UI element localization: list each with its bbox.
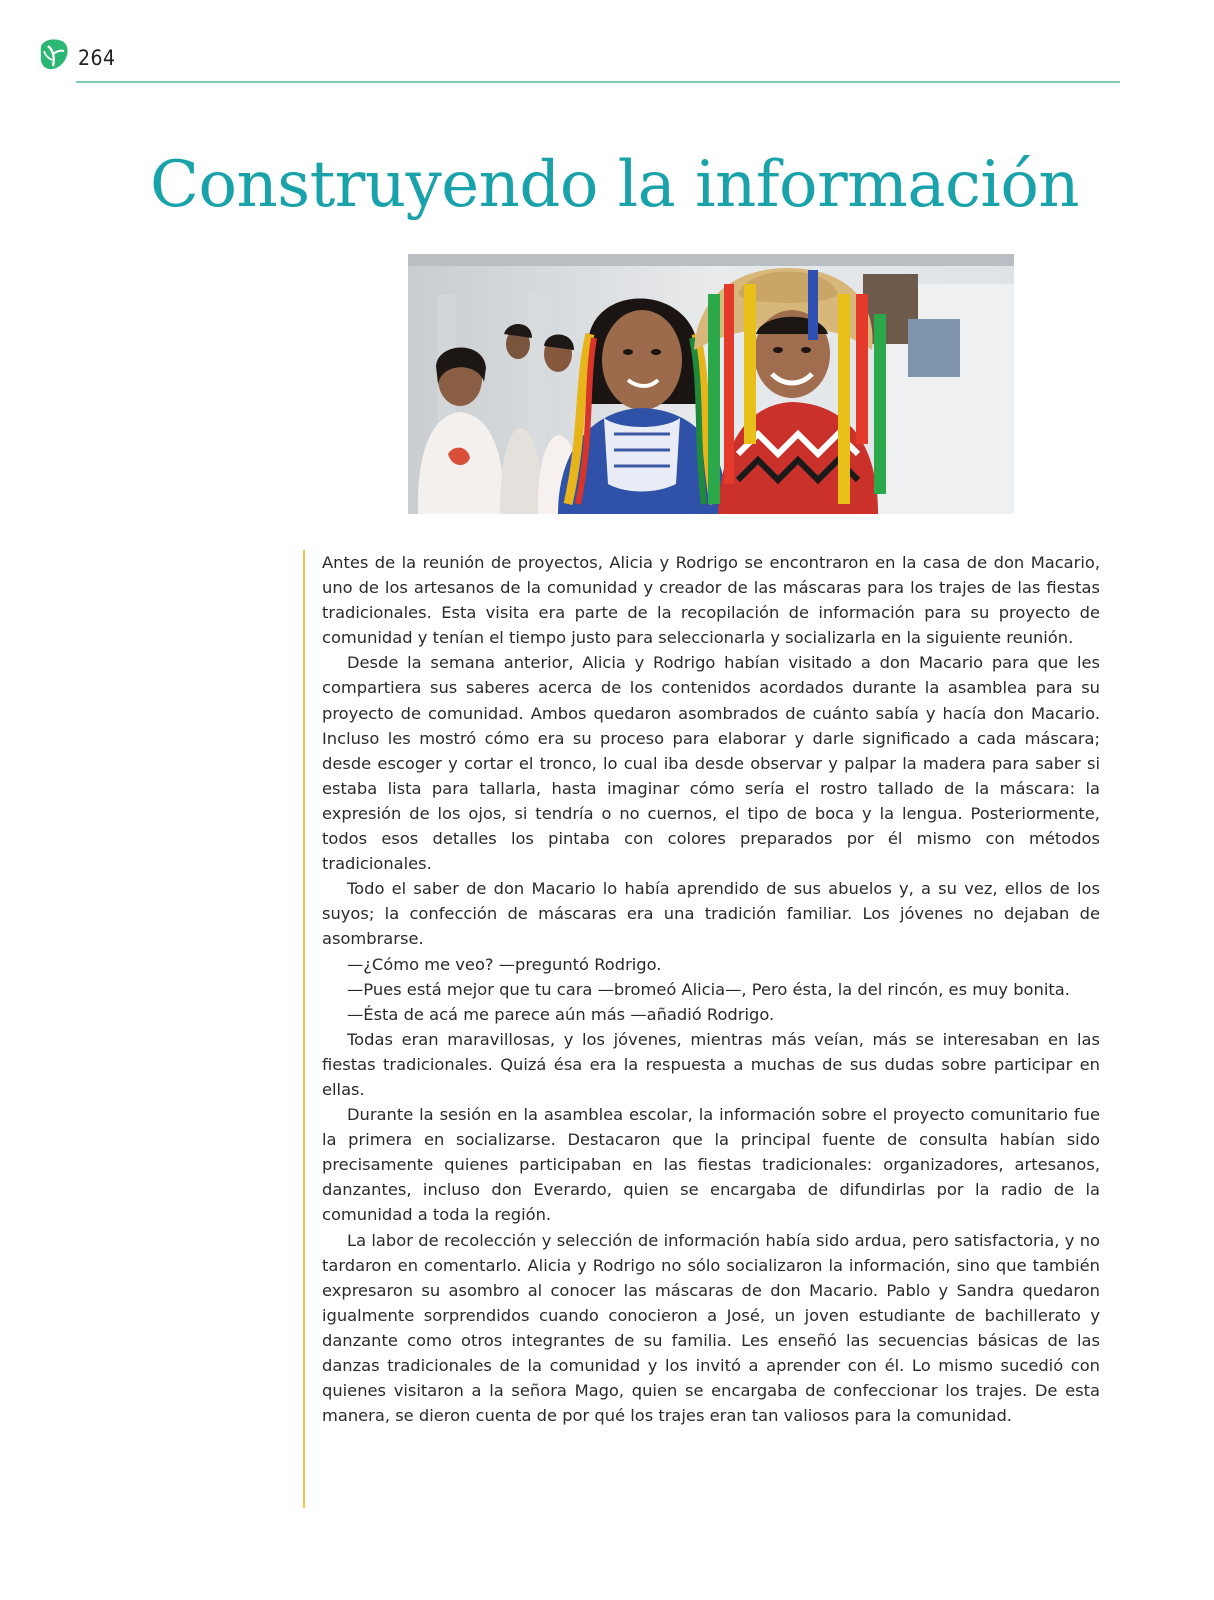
page-title: Construyendo la información (150, 148, 1080, 222)
text-accent-rule (303, 550, 305, 1508)
paragraph: Desde la semana anterior, Alicia y Rodrigo habían visitado a don Macario para que les compartiera sus saberes acerca de los contenidos acordados durante la asamblea para su proyecto de comunidad. Ambos quedaron asombrados de cuánto sabía y hacía don Macario. Incluso les mostró cómo era su proceso para elaborar y darle significado a cada máscara; desde escoger y cortar el tronco, lo cual iba desde observar y palpar la madera para saber si estaba lista para tallarla, hasta imaginar cómo sería el rostro tallado de la máscara: la expresión de los ojos, si tendría o no cuernos, el tipo de boca y la lengua. Posteriormente, todos esos detalles los pintaba con colores preparados por él mismo con métodos tradicionales. (322, 653, 1100, 874)
page-number: 264 (78, 46, 116, 70)
header-rule (76, 81, 1120, 83)
paragraph: Antes de la reunión de proyectos, Alicia y Rodrigo se encontraron en la casa de don Macario, uno de los artesanos de la comunidad y creador de las máscaras para los trajes de las fiestas tradicionales. Esta visita era parte de la recopilación de información para su proyecto de comunidad y tenían el tiempo justo para seleccionarla y socializarla en la siguiente reunión. (322, 553, 1100, 648)
paragraph: —Ésta de acá me parece aún más —añadió Rodrigo. (347, 1004, 775, 1024)
paragraph: La labor de recolección y selección de información había sido ardua, pero satisfactoria, y no tardaron en comentarlo. Alicia y Rodrigo no sólo socializaron la información, sino que también expresaron su asombro al conocer las máscaras de don Macario. Pablo y Sandra quedaron igualmente sorprendidos cuando conocieron a José, un joven estudiante de bachillerato y danzante como otros integrantes de su familia. Les enseñó las secuencias básicas de las danzas tradicionales de la comunidad y los invitó a aprender con él. Lo mismo sucedió con quienes visitaron a la señora Mago, quien se encargaba de confeccionar los trajes. De esta manera, se dieron cuenta de por qué los trajes eran tan valiosos para la comunidad. (322, 1230, 1100, 1426)
page-header (34, 38, 1084, 86)
leaf-icon (38, 38, 70, 72)
paragraph: —Pues está mejor que tu cara —bromeó Alicia—, Pero ésta, la del rincón, es muy bonita. (347, 979, 1070, 999)
paragraph: Todo el saber de don Macario lo había aprendido de sus abuelos y, a su vez, ellos de los suyos; la confección de máscaras era una tradición familiar. Los jóvenes no dejaban de asombrarse. (322, 879, 1100, 949)
paragraph: —¿Cómo me veo? —preguntó Rodrigo. (347, 954, 662, 974)
paragraph: Todas eran maravillosas, y los jóvenes, mientras más veían, más se interesaban en las fiestas tradicionales. Quizá ésa era la respuesta a muchas de sus dudas sobre participar en ellas. (322, 1029, 1100, 1099)
body-text (322, 550, 1100, 1428)
paragraph: Durante la sesión en la asamblea escolar, la información sobre el proyecto comunitario fue la primera en socializarse. Destacaron que la principal fuente de consulta habían sido precisamente quienes participaban en las fiestas tradicionales: organizadores, artesanos, danzantes, incluso don Everardo, quien se encargaba de difundirlas por la radio de la comunidad a toda la región. (322, 1105, 1100, 1225)
photo-image (408, 254, 1014, 514)
